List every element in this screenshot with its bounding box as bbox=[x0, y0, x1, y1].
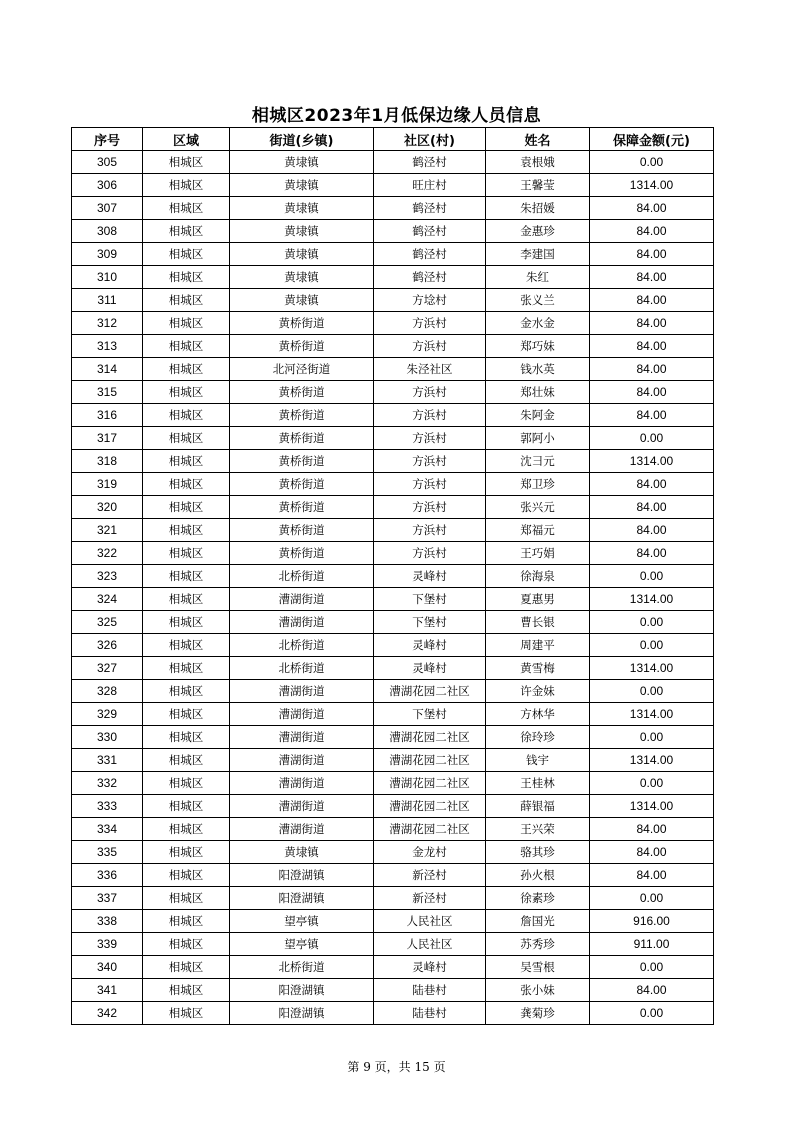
table-row bbox=[72, 703, 714, 726]
cell-seq: 306 bbox=[72, 174, 143, 197]
cell-amount: 0.00 bbox=[590, 680, 714, 703]
cell-community: 人民社区 bbox=[374, 933, 486, 956]
cell-amount: 0.00 bbox=[590, 565, 714, 588]
cell-name: 郑巧妹 bbox=[486, 335, 590, 358]
cell-amount: 1314.00 bbox=[590, 795, 714, 818]
table-row bbox=[72, 841, 714, 864]
cell-name: 郭阿小 bbox=[486, 427, 590, 450]
table-row bbox=[72, 450, 714, 473]
table-row bbox=[72, 910, 714, 933]
cell-seq: 340 bbox=[72, 956, 143, 979]
cell-street: 黄埭镇 bbox=[230, 243, 374, 266]
cell-community: 方浜村 bbox=[374, 427, 486, 450]
cell-amount: 0.00 bbox=[590, 634, 714, 657]
cell-district: 相城区 bbox=[143, 335, 230, 358]
cell-seq: 315 bbox=[72, 381, 143, 404]
cell-name: 张兴元 bbox=[486, 496, 590, 519]
cell-community: 漕湖花园二社区 bbox=[374, 818, 486, 841]
cell-community: 方浜村 bbox=[374, 450, 486, 473]
cell-amount: 84.00 bbox=[590, 220, 714, 243]
table-header-row bbox=[72, 128, 714, 151]
cell-district: 相城区 bbox=[143, 979, 230, 1002]
cell-seq: 341 bbox=[72, 979, 143, 1002]
column-header-district: 区域 bbox=[143, 128, 230, 151]
cell-street: 漕湖街道 bbox=[230, 680, 374, 703]
page-footer: 第 9 页，共 15 页 bbox=[347, 1060, 446, 1074]
cell-seq: 317 bbox=[72, 427, 143, 450]
cell-district: 相城区 bbox=[143, 772, 230, 795]
cell-community: 新泾村 bbox=[374, 887, 486, 910]
cell-street: 黄桥街道 bbox=[230, 312, 374, 335]
cell-street: 黄桥街道 bbox=[230, 450, 374, 473]
cell-name: 郑福元 bbox=[486, 519, 590, 542]
cell-street: 阳澄湖镇 bbox=[230, 887, 374, 910]
cell-district: 相城区 bbox=[143, 404, 230, 427]
cell-amount: 0.00 bbox=[590, 956, 714, 979]
cell-community: 下堡村 bbox=[374, 703, 486, 726]
table-row bbox=[72, 473, 714, 496]
cell-seq: 310 bbox=[72, 266, 143, 289]
table-row bbox=[72, 864, 714, 887]
cell-district: 相城区 bbox=[143, 887, 230, 910]
cell-street: 黄埭镇 bbox=[230, 151, 374, 174]
cell-name: 詹国光 bbox=[486, 910, 590, 933]
cell-community: 方浜村 bbox=[374, 381, 486, 404]
cell-district: 相城区 bbox=[143, 542, 230, 565]
cell-community: 朱泾社区 bbox=[374, 358, 486, 381]
cell-seq: 316 bbox=[72, 404, 143, 427]
cell-name: 吴雪根 bbox=[486, 956, 590, 979]
cell-district: 相城区 bbox=[143, 726, 230, 749]
cell-community: 漕湖花园二社区 bbox=[374, 795, 486, 818]
table-row bbox=[72, 979, 714, 1002]
cell-community: 漕湖花园二社区 bbox=[374, 726, 486, 749]
cell-name: 周建平 bbox=[486, 634, 590, 657]
cell-seq: 327 bbox=[72, 657, 143, 680]
cell-community: 方浜村 bbox=[374, 335, 486, 358]
cell-street: 漕湖街道 bbox=[230, 703, 374, 726]
table-row bbox=[72, 174, 714, 197]
cell-district: 相城区 bbox=[143, 588, 230, 611]
cell-community: 方浜村 bbox=[374, 312, 486, 335]
cell-name: 郑卫珍 bbox=[486, 473, 590, 496]
cell-community: 金龙村 bbox=[374, 841, 486, 864]
table-row bbox=[72, 657, 714, 680]
cell-community: 灵峰村 bbox=[374, 634, 486, 657]
cell-name: 张小妹 bbox=[486, 979, 590, 1002]
cell-name: 孙火根 bbox=[486, 864, 590, 887]
table-row bbox=[72, 243, 714, 266]
table-row bbox=[72, 818, 714, 841]
cell-street: 黄桥街道 bbox=[230, 542, 374, 565]
cell-street: 漕湖街道 bbox=[230, 588, 374, 611]
cell-name: 朱阿金 bbox=[486, 404, 590, 427]
cell-street: 黄桥街道 bbox=[230, 427, 374, 450]
cell-name: 王兴荣 bbox=[486, 818, 590, 841]
table-row bbox=[72, 151, 714, 174]
cell-seq: 336 bbox=[72, 864, 143, 887]
cell-street: 黄桥街道 bbox=[230, 496, 374, 519]
data-table bbox=[71, 127, 714, 1025]
cell-district: 相城区 bbox=[143, 473, 230, 496]
cell-street: 北河泾街道 bbox=[230, 358, 374, 381]
cell-name: 张义兰 bbox=[486, 289, 590, 312]
cell-amount: 0.00 bbox=[590, 887, 714, 910]
cell-amount: 84.00 bbox=[590, 496, 714, 519]
cell-street: 黄埭镇 bbox=[230, 174, 374, 197]
cell-street: 漕湖街道 bbox=[230, 795, 374, 818]
cell-street: 漕湖街道 bbox=[230, 818, 374, 841]
cell-community: 鹤泾村 bbox=[374, 151, 486, 174]
cell-district: 相城区 bbox=[143, 197, 230, 220]
cell-street: 黄桥街道 bbox=[230, 473, 374, 496]
cell-street: 望亭镇 bbox=[230, 910, 374, 933]
cell-street: 黄桥街道 bbox=[230, 519, 374, 542]
cell-name: 黄雪梅 bbox=[486, 657, 590, 680]
cell-community: 鹤泾村 bbox=[374, 220, 486, 243]
cell-amount: 84.00 bbox=[590, 243, 714, 266]
table-row bbox=[72, 772, 714, 795]
column-header-community: 社区(村) bbox=[374, 128, 486, 151]
cell-community: 方浜村 bbox=[374, 519, 486, 542]
cell-district: 相城区 bbox=[143, 749, 230, 772]
cell-amount: 911.00 bbox=[590, 933, 714, 956]
cell-community: 漕湖花园二社区 bbox=[374, 772, 486, 795]
cell-district: 相城区 bbox=[143, 1002, 230, 1025]
cell-amount: 84.00 bbox=[590, 289, 714, 312]
cell-community: 灵峰村 bbox=[374, 657, 486, 680]
cell-amount: 1314.00 bbox=[590, 174, 714, 197]
cell-amount: 1314.00 bbox=[590, 657, 714, 680]
cell-name: 李建国 bbox=[486, 243, 590, 266]
cell-street: 北桥街道 bbox=[230, 565, 374, 588]
column-header-street: 街道(乡镇) bbox=[230, 128, 374, 151]
cell-name: 王馨莹 bbox=[486, 174, 590, 197]
cell-name: 许金妹 bbox=[486, 680, 590, 703]
cell-seq: 329 bbox=[72, 703, 143, 726]
cell-street: 北桥街道 bbox=[230, 956, 374, 979]
cell-seq: 322 bbox=[72, 542, 143, 565]
cell-amount: 916.00 bbox=[590, 910, 714, 933]
cell-district: 相城区 bbox=[143, 450, 230, 473]
cell-district: 相城区 bbox=[143, 611, 230, 634]
cell-district: 相城区 bbox=[143, 243, 230, 266]
cell-district: 相城区 bbox=[143, 266, 230, 289]
cell-community: 陆巷村 bbox=[374, 1002, 486, 1025]
cell-name: 金水金 bbox=[486, 312, 590, 335]
cell-community: 陆巷村 bbox=[374, 979, 486, 1002]
document-title: 相城区2023年1月低保边缘人员信息 bbox=[251, 106, 542, 126]
cell-seq: 333 bbox=[72, 795, 143, 818]
cell-street: 漕湖街道 bbox=[230, 611, 374, 634]
cell-seq: 338 bbox=[72, 910, 143, 933]
cell-amount: 84.00 bbox=[590, 818, 714, 841]
cell-street: 望亭镇 bbox=[230, 933, 374, 956]
cell-street: 漕湖街道 bbox=[230, 772, 374, 795]
cell-name: 沈彐元 bbox=[486, 450, 590, 473]
cell-amount: 84.00 bbox=[590, 358, 714, 381]
cell-name: 薛银福 bbox=[486, 795, 590, 818]
cell-district: 相城区 bbox=[143, 496, 230, 519]
cell-district: 相城区 bbox=[143, 519, 230, 542]
cell-district: 相城区 bbox=[143, 703, 230, 726]
cell-district: 相城区 bbox=[143, 565, 230, 588]
cell-community: 下堡村 bbox=[374, 611, 486, 634]
cell-community: 方埝村 bbox=[374, 289, 486, 312]
cell-seq: 328 bbox=[72, 680, 143, 703]
table-row bbox=[72, 1002, 714, 1025]
cell-district: 相城区 bbox=[143, 956, 230, 979]
cell-name: 金惠珍 bbox=[486, 220, 590, 243]
cell-district: 相城区 bbox=[143, 680, 230, 703]
cell-community: 鹤泾村 bbox=[374, 197, 486, 220]
column-header-amount: 保障金额(元) bbox=[590, 128, 714, 151]
table-row bbox=[72, 197, 714, 220]
cell-amount: 84.00 bbox=[590, 864, 714, 887]
cell-name: 徐海泉 bbox=[486, 565, 590, 588]
cell-community: 鹤泾村 bbox=[374, 266, 486, 289]
cell-community: 下堡村 bbox=[374, 588, 486, 611]
cell-amount: 84.00 bbox=[590, 335, 714, 358]
column-header-seq: 序号 bbox=[72, 128, 143, 151]
cell-amount: 0.00 bbox=[590, 611, 714, 634]
cell-seq: 321 bbox=[72, 519, 143, 542]
cell-name: 朱招媛 bbox=[486, 197, 590, 220]
cell-amount: 84.00 bbox=[590, 404, 714, 427]
cell-community: 方浜村 bbox=[374, 473, 486, 496]
cell-seq: 305 bbox=[72, 151, 143, 174]
cell-community: 漕湖花园二社区 bbox=[374, 680, 486, 703]
cell-district: 相城区 bbox=[143, 427, 230, 450]
cell-seq: 326 bbox=[72, 634, 143, 657]
table-row bbox=[72, 611, 714, 634]
cell-street: 阳澄湖镇 bbox=[230, 979, 374, 1002]
cell-amount: 84.00 bbox=[590, 519, 714, 542]
cell-seq: 312 bbox=[72, 312, 143, 335]
cell-community: 人民社区 bbox=[374, 910, 486, 933]
cell-street: 阳澄湖镇 bbox=[230, 864, 374, 887]
cell-street: 黄桥街道 bbox=[230, 404, 374, 427]
cell-street: 漕湖街道 bbox=[230, 726, 374, 749]
cell-street: 黄埭镇 bbox=[230, 289, 374, 312]
cell-seq: 318 bbox=[72, 450, 143, 473]
cell-street: 漕湖街道 bbox=[230, 749, 374, 772]
cell-district: 相城区 bbox=[143, 358, 230, 381]
cell-seq: 324 bbox=[72, 588, 143, 611]
cell-street: 北桥街道 bbox=[230, 657, 374, 680]
table-body bbox=[72, 151, 714, 1025]
cell-amount: 84.00 bbox=[590, 312, 714, 335]
table-row bbox=[72, 266, 714, 289]
cell-seq: 325 bbox=[72, 611, 143, 634]
cell-amount: 84.00 bbox=[590, 266, 714, 289]
cell-community: 漕湖花园二社区 bbox=[374, 749, 486, 772]
cell-community: 鹤泾村 bbox=[374, 243, 486, 266]
cell-street: 黄埭镇 bbox=[230, 220, 374, 243]
table-row bbox=[72, 220, 714, 243]
cell-district: 相城区 bbox=[143, 818, 230, 841]
cell-district: 相城区 bbox=[143, 864, 230, 887]
cell-amount: 84.00 bbox=[590, 381, 714, 404]
table-row bbox=[72, 588, 714, 611]
cell-seq: 308 bbox=[72, 220, 143, 243]
table-row bbox=[72, 795, 714, 818]
cell-amount: 84.00 bbox=[590, 473, 714, 496]
cell-community: 灵峰村 bbox=[374, 956, 486, 979]
cell-district: 相城区 bbox=[143, 151, 230, 174]
cell-name: 曹长银 bbox=[486, 611, 590, 634]
table-row bbox=[72, 933, 714, 956]
cell-street: 阳澄湖镇 bbox=[230, 1002, 374, 1025]
cell-seq: 337 bbox=[72, 887, 143, 910]
cell-name: 苏秀珍 bbox=[486, 933, 590, 956]
cell-name: 朱红 bbox=[486, 266, 590, 289]
table-row bbox=[72, 358, 714, 381]
cell-name: 袁根娥 bbox=[486, 151, 590, 174]
cell-seq: 307 bbox=[72, 197, 143, 220]
cell-seq: 331 bbox=[72, 749, 143, 772]
cell-amount: 84.00 bbox=[590, 197, 714, 220]
cell-name: 徐素珍 bbox=[486, 887, 590, 910]
cell-community: 方浜村 bbox=[374, 496, 486, 519]
cell-community: 方浜村 bbox=[374, 404, 486, 427]
cell-street: 黄埭镇 bbox=[230, 841, 374, 864]
cell-amount: 0.00 bbox=[590, 151, 714, 174]
cell-district: 相城区 bbox=[143, 174, 230, 197]
cell-street: 黄埭镇 bbox=[230, 197, 374, 220]
cell-district: 相城区 bbox=[143, 381, 230, 404]
cell-district: 相城区 bbox=[143, 657, 230, 680]
cell-seq: 320 bbox=[72, 496, 143, 519]
cell-community: 新泾村 bbox=[374, 864, 486, 887]
cell-amount: 1314.00 bbox=[590, 749, 714, 772]
table-row bbox=[72, 887, 714, 910]
cell-seq: 319 bbox=[72, 473, 143, 496]
cell-street: 北桥街道 bbox=[230, 634, 374, 657]
cell-seq: 311 bbox=[72, 289, 143, 312]
table-row bbox=[72, 956, 714, 979]
cell-district: 相城区 bbox=[143, 910, 230, 933]
table-row bbox=[72, 542, 714, 565]
cell-seq: 332 bbox=[72, 772, 143, 795]
table-row bbox=[72, 312, 714, 335]
cell-seq: 314 bbox=[72, 358, 143, 381]
cell-street: 黄桥街道 bbox=[230, 381, 374, 404]
cell-seq: 335 bbox=[72, 841, 143, 864]
table-row bbox=[72, 381, 714, 404]
cell-seq: 313 bbox=[72, 335, 143, 358]
table-row bbox=[72, 634, 714, 657]
cell-name: 龚菊珍 bbox=[486, 1002, 590, 1025]
cell-name: 钱水英 bbox=[486, 358, 590, 381]
cell-amount: 0.00 bbox=[590, 1002, 714, 1025]
cell-amount: 1314.00 bbox=[590, 588, 714, 611]
table-row bbox=[72, 565, 714, 588]
column-header-name: 姓名 bbox=[486, 128, 590, 151]
cell-name: 夏惠男 bbox=[486, 588, 590, 611]
cell-name: 王桂林 bbox=[486, 772, 590, 795]
cell-amount: 0.00 bbox=[590, 772, 714, 795]
cell-community: 灵峰村 bbox=[374, 565, 486, 588]
table-row bbox=[72, 496, 714, 519]
cell-amount: 1314.00 bbox=[590, 703, 714, 726]
cell-seq: 334 bbox=[72, 818, 143, 841]
cell-amount: 1314.00 bbox=[590, 450, 714, 473]
cell-name: 方林华 bbox=[486, 703, 590, 726]
table-row bbox=[72, 427, 714, 450]
cell-district: 相城区 bbox=[143, 795, 230, 818]
cell-name: 徐玲珍 bbox=[486, 726, 590, 749]
cell-district: 相城区 bbox=[143, 841, 230, 864]
cell-district: 相城区 bbox=[143, 933, 230, 956]
table-row bbox=[72, 680, 714, 703]
cell-amount: 0.00 bbox=[590, 427, 714, 450]
cell-name: 王巧娟 bbox=[486, 542, 590, 565]
cell-district: 相城区 bbox=[143, 220, 230, 243]
cell-community: 方浜村 bbox=[374, 542, 486, 565]
table-row bbox=[72, 289, 714, 312]
cell-seq: 342 bbox=[72, 1002, 143, 1025]
table-row bbox=[72, 749, 714, 772]
cell-amount: 84.00 bbox=[590, 542, 714, 565]
cell-name: 钱宇 bbox=[486, 749, 590, 772]
table-row bbox=[72, 335, 714, 358]
cell-seq: 330 bbox=[72, 726, 143, 749]
cell-district: 相城区 bbox=[143, 634, 230, 657]
cell-amount: 0.00 bbox=[590, 726, 714, 749]
table-row bbox=[72, 404, 714, 427]
table-row bbox=[72, 519, 714, 542]
cell-community: 旺庄村 bbox=[374, 174, 486, 197]
cell-district: 相城区 bbox=[143, 289, 230, 312]
cell-amount: 84.00 bbox=[590, 841, 714, 864]
cell-street: 黄桥街道 bbox=[230, 335, 374, 358]
cell-seq: 323 bbox=[72, 565, 143, 588]
cell-street: 黄埭镇 bbox=[230, 266, 374, 289]
cell-name: 骆其珍 bbox=[486, 841, 590, 864]
cell-district: 相城区 bbox=[143, 312, 230, 335]
cell-amount: 84.00 bbox=[590, 979, 714, 1002]
cell-name: 郑壮妹 bbox=[486, 381, 590, 404]
cell-seq: 309 bbox=[72, 243, 143, 266]
cell-seq: 339 bbox=[72, 933, 143, 956]
table-row bbox=[72, 726, 714, 749]
